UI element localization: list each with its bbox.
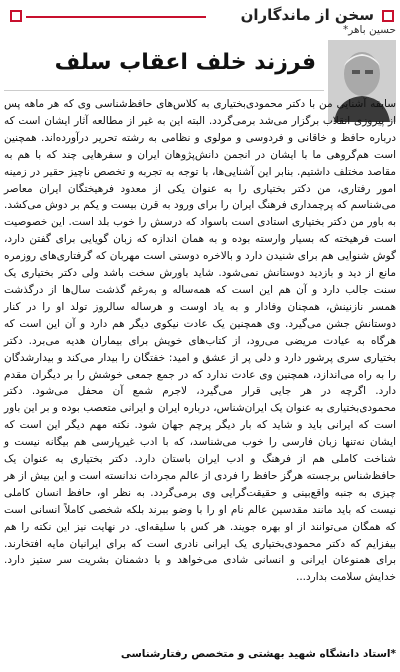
article-title: فرزند خلف اعقاب سلف [54,50,316,75]
author-footnote: *استاد دانشگاه شهید بهشتی و متخصص رفتارشناسی [120,648,396,660]
article-page [4,4,396,668]
header-end-marker-icon [10,10,22,22]
article-paragraph: سابقه آشنایی من با دکتر محمودی‌بختیاری به کلاس‌های حافظ‌شناسی وی که هر ماهه پس از پیروزی انقلاب برگزار می‌شد برمی‌گردد. البته این به غیر از مطالعه آثار ایشان است که درباره حافظ و خاقانی و فردوسی و مولوی و نظامی به رشته تحریر درآورده‌اند. همچنین است هم‌گروهی ما با ایشان در انجمن دانش‌پژوهان ایران و سفرهایی چند که با هم به مقاصد مختلف داشتیم. بنابر این آشنایی‌ها، با توجه به تجربه و تخصص ناچیز حقیر در زمینه امور رفتاری، من دکتر بختیاری را به عنوان یکی از معدود فرهیختگان ایران معاصر می‌شناسم که پرچمداری فرهنگ ایران را برای ورود به قرن بیست و یکم بر دوش می‌کشد. به باور من دکتر بختیاری استادی است باسواد که درسش را خوب بلد است. این خصوصیت است فرهیخته که بسیار وارسته بوده و به همان اندازه که زبان گویایی برای گفتن دارد، گوش شنوایی هم برای شنیدن دارد و بالاخره دوستی است مهربان که گرفتاری‌های روزمره مانع از دید و بازدید دوستانش نمی‌شود. شاید باورش سخت باشد ولی دکتر بختیاری یک سنت جالب دارد و آن هم این است که همه‌ساله و به‌رغم گذشت سال‌ها از درگذشت همسر نازنینش، همچنان وفادار و به یاد اوست و هرساله سالروز تولد او را در کنار دوستانش جشن می‌گیرد. وی همچنین یک عادت نیکوی دیگر هم دارد و آن این است که هرگاه به عیادت مریضی می‌رود، از کتاب‌های خویش برای بیماران هدیه می‌برد. دکتر بختیاری سری پرشور دارد و دلی پر از عشق و امید: خفتگان را بیدار می‌کند و بیدارشدگان را به راه می‌اندازد، همچنین وی عادت ندارد که در جمع جمعی خوشش را بر دیگران مقدم دارد. اگرچه در هر جایی قرار می‌گیرد، لاجرم شمع آن محفل می‌شود. دکتر محمودی‌بختیاری به عنوان یک ایران‌شناس، درباره ایران و ایرانی متعصب بوده و بر این باور است که ایرانی باید و شاید که بار دیگر پرچم جهان شود. نکته مهم دیگر این است که ایشان نه‌تنها زبان فارسی را خوب می‌شناسد، که با ادب غیرپارسی هم بیگانه نیست و شناخت کاملی هم از فرهنگ و ادب ایران باستان دارد. دکتر بختیاری به عنوان یک حافظ‌شناس برجسته هرگز حافظ را فردی از عالم مجردات ندانسته است و این بیش از هر چیزی به جنبه واقع‌بینی و حقیقت‌گرایی وی برمی‌گردد. به نظر او، حافظ انسان کاملی نیست که باید مانند مقدسین عالم نام او را با وضو ببرند بلکه شخصی کاملاً انسانی است که همگان می‌توانند از او بهره جویند. هر کس با سلیقه‌ای. در نهایت نیز این نکته را هم بیفزایم که دکتر محمودی‌بختیاری یک ایرانی نادری است که برای ایرانیان مایه افتخارند. برای همنوعان ایرانی و انسانی شادی می‌خواهد و با دشمنان بشریت سر ستیز دارد. خدایش سلامت بدارد... [4,98,396,584]
title-divider [4,90,324,91]
header-divider [26,16,206,18]
author-name: حسین باهر* [342,24,396,36]
column-title: سخن از ماندگاران [240,6,374,24]
article-body [4,96,396,586]
column-header [4,4,396,34]
column-marker-icon [382,10,394,22]
